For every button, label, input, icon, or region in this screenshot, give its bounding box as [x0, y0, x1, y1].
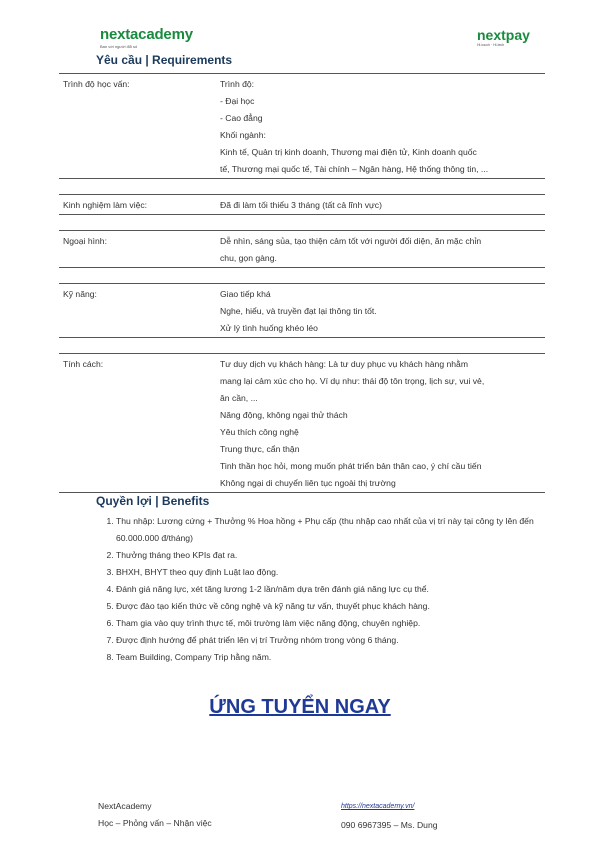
nextpay-logo [477, 27, 530, 47]
requirements-title: Yêu cầu | Requirements [96, 53, 233, 67]
list-item: 5. Được đào tạo kiến thức về công nghệ và kỹ năng tư vấn, thuyết phục khách hàng. [116, 598, 566, 615]
table-row [59, 231, 545, 268]
footer-slogan: Học – Phỏng vấn – Nhận việc [98, 818, 212, 828]
requirement-line: Tư duy dịch vụ khách hàng: Là tư duy phục vụ khách hàng nhằm [220, 359, 468, 369]
requirement-line: Trung thực, cẩn thận [220, 444, 300, 454]
benefits-title: Quyền lợi | Benefits [96, 494, 210, 508]
nextpay-brand: nextpay [477, 27, 530, 43]
requirement-key: Trình độ học vấn: [63, 79, 130, 89]
table-gap [59, 268, 545, 284]
nextpay-tagline: Hi-touch · Hi-tech [477, 43, 505, 47]
requirement-key: Tính cách: [63, 359, 104, 369]
requirement-value [216, 354, 545, 493]
nextacademy-brand: nextacademy [100, 26, 193, 43]
apply-now-link[interactable]: ỨNG TUYỂN NGAY [209, 696, 391, 718]
table-gap [59, 338, 545, 354]
requirement-line: - Cao đẳng [220, 113, 263, 123]
requirement-value [216, 231, 545, 268]
requirement-line: Yêu thích công nghệ [220, 427, 299, 437]
requirement-line: Xử lý tình huống khéo léo [220, 323, 318, 333]
nextacademy-logo [100, 26, 193, 49]
table-gap [59, 215, 545, 231]
table-row [59, 284, 545, 338]
requirement-key: Ngoại hình: [63, 236, 107, 246]
footer-right [341, 796, 438, 834]
list-item: 2. Thưởng tháng theo KPIs đạt ra. [116, 547, 566, 564]
list-item: 6. Tham gia vào quy trình thực tế, môi trường làm việc năng động, chuyên nghiệp. [116, 615, 566, 632]
requirement-line: Khối ngành: [220, 130, 266, 140]
requirement-line: - Đại học [220, 96, 255, 106]
list-item: 7. Được định hướng để phát triển lên vị trí Trưởng nhóm trong vòng 6 tháng. [116, 632, 566, 649]
footer-website-link[interactable]: https://nextacademy.vn/ [341, 803, 415, 810]
table-row [59, 195, 545, 215]
footer-contact: 090 6967395 – Ms. Dung [341, 820, 438, 830]
requirement-line: Năng động, không ngại thử thách [220, 410, 348, 420]
footer-company: NextAcademy [98, 801, 152, 811]
requirement-line: Giao tiếp khá [220, 289, 271, 299]
requirement-line: chu, gọn gàng. [220, 253, 277, 263]
requirement-line: Tinh thần học hỏi, mong muốn phát triển bản thân cao, ý chí cầu tiến [220, 461, 482, 471]
requirement-line: Nghe, hiểu, và truyền đạt lại thông tin tốt. [220, 306, 377, 316]
requirement-line: Đã đi làm tối thiểu 3 tháng (tất cả lĩnh vực) [220, 200, 382, 210]
requirement-line: mang lại cảm xúc cho họ. Ví dụ như: thái độ tôn trọng, lịch sự, vui vẻ, [220, 376, 485, 386]
list-item: 4. Đánh giá năng lực, xét tăng lương 1-2 lần/năm dựa trên đánh giá năng lực cụ thể. [116, 581, 566, 598]
footer-left [98, 798, 212, 832]
table-row [59, 354, 545, 493]
list-item: 1. Thu nhập: Lương cứng + Thưởng % Hoa hồng + Phụ cấp (thu nhập cao nhất của vị trí này tại công ty lên đến 60.000.000 đ/tháng) [116, 513, 566, 547]
requirement-value [216, 74, 545, 179]
list-item: 8. Team Building, Company Trip hằng năm. [116, 649, 566, 666]
requirement-key: Kỹ năng: [63, 289, 97, 299]
apply-now-cta [0, 696, 600, 719]
benefits-list [96, 513, 566, 666]
requirements-table [59, 73, 545, 493]
requirement-line: tế, Thương mại quốc tế, Tài chính – Ngân hàng, Hệ thống thông tin, ... [220, 164, 489, 174]
requirement-line: Không ngại di chuyển liên tục ngoài thị trường [220, 478, 396, 488]
requirement-value [216, 195, 545, 215]
requirement-line: Kinh tế, Quản trị kinh doanh, Thương mại điện tử, Kinh doanh quốc [220, 147, 477, 157]
requirement-key: Kinh nghiệm làm việc: [63, 200, 148, 210]
list-item: 3. BHXH, BHYT theo quy định Luật lao động. [116, 564, 566, 581]
requirement-line: Trình độ: [220, 79, 255, 89]
nextacademy-tagline: Ban với người đổi số [100, 44, 138, 49]
table-row [59, 74, 545, 179]
table-gap [59, 179, 545, 195]
requirement-line: ân cần, ... [220, 393, 258, 403]
requirement-value [216, 284, 545, 338]
requirement-line: Dễ nhìn, sáng sủa, tạo thiện cảm tốt với người đối diện, ăn mặc chỉn [220, 236, 482, 246]
